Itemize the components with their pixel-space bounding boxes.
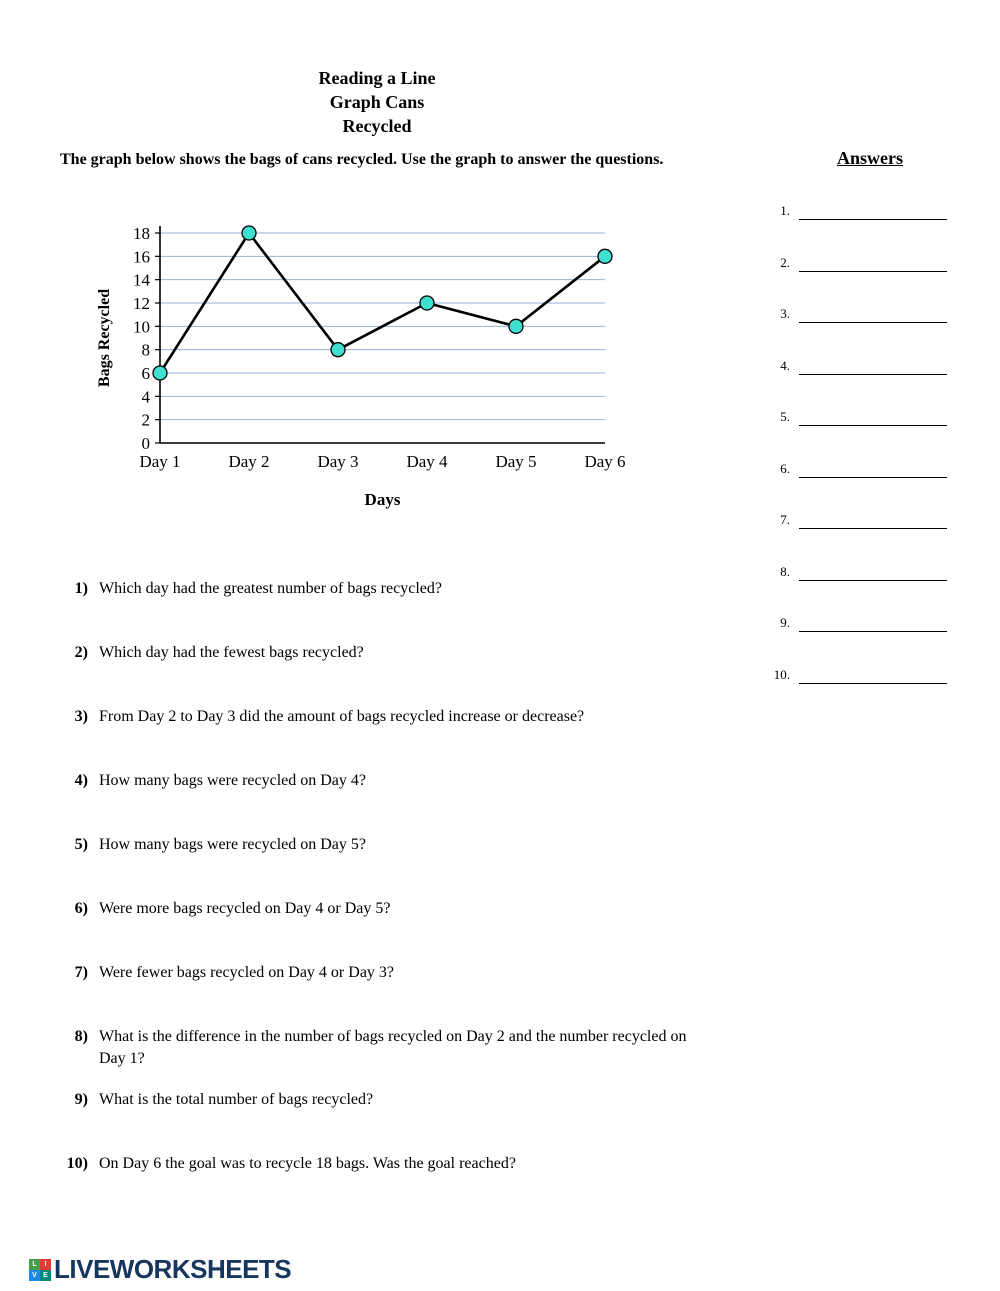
question-text: Were more bags recycled on Day 4 or Day 5? — [99, 900, 391, 917]
answer-blank[interactable] — [799, 304, 947, 323]
answer-number: 2. — [780, 254, 790, 270]
svg-text:2: 2 — [141, 410, 150, 430]
question-number: 3) — [74, 708, 88, 725]
question-number: 2) — [74, 644, 88, 661]
answer-slot — [766, 562, 947, 581]
question-row — [58, 578, 699, 600]
question-number: 5) — [74, 836, 88, 853]
question-number: 1) — [74, 580, 88, 597]
svg-text:Bags Recycled: Bags Recycled — [96, 288, 113, 388]
footer — [29, 1254, 291, 1285]
answer-slot — [766, 407, 947, 426]
svg-text:16: 16 — [133, 247, 150, 267]
question-number: 10) — [66, 1155, 88, 1172]
answer-number: 8. — [780, 563, 790, 579]
question-row — [58, 642, 699, 664]
question-number: 7) — [74, 964, 88, 981]
question-number: 9) — [74, 1091, 88, 1108]
answer-slot — [766, 304, 947, 323]
svg-text:Day 4: Day 4 — [406, 452, 448, 471]
answers-heading: Answers — [837, 148, 903, 168]
answer-number: 3. — [780, 306, 790, 321]
svg-text:4: 4 — [141, 387, 150, 407]
title-line-2: Graph Cans — [329, 92, 425, 112]
question-text: Which day had the fewest bags recycled? — [99, 644, 364, 661]
svg-text:10: 10 — [133, 317, 150, 337]
question-row — [58, 1153, 699, 1175]
question-row — [58, 1089, 699, 1111]
answer-blank[interactable] — [799, 201, 947, 220]
svg-text:6: 6 — [141, 364, 150, 383]
answer-blank[interactable] — [799, 613, 947, 632]
answer-slot — [766, 253, 947, 272]
brand-name: LIVEWORKSHEETS — [54, 1254, 292, 1284]
svg-text:Day 1: Day 1 — [139, 452, 181, 471]
question-text: On Day 6 the goal was to recycle 18 bags. Was the goal reached? — [99, 1155, 516, 1172]
logo-cell: V — [29, 1270, 40, 1281]
line-chart-svg — [95, 215, 635, 515]
answer-slot — [766, 613, 947, 632]
svg-text:14: 14 — [133, 270, 150, 290]
question-number: 6) — [74, 900, 88, 917]
logo-cell: E — [40, 1270, 51, 1281]
question-number: 4) — [74, 772, 88, 789]
answer-slot — [766, 356, 947, 375]
worksheet-title — [97, 66, 657, 138]
svg-text:Day 6: Day 6 — [584, 452, 626, 471]
answer-number: 6. — [780, 460, 790, 476]
question-text: How many bags were recycled on Day 4? — [99, 772, 367, 789]
title-line-3: Recycled — [342, 116, 412, 136]
svg-text:12: 12 — [133, 294, 150, 313]
answer-blank[interactable] — [799, 459, 947, 478]
question-row — [58, 1026, 699, 1070]
line-chart — [95, 215, 635, 515]
answer-slot — [766, 510, 947, 529]
answer-number: 4. — [780, 357, 790, 373]
answer-number: 5. — [780, 409, 790, 424]
question-text: Were fewer bags recycled on Day 4 or Day 3? — [99, 964, 395, 981]
answer-number: 10. — [773, 666, 790, 682]
logo-cell: L — [29, 1259, 40, 1270]
answer-number: 7. — [780, 512, 790, 527]
answer-number: 9. — [780, 615, 790, 630]
logo-cell: I — [40, 1259, 51, 1270]
instructions-text: The graph below shows the bags of cans recycled. Use the graph to answer the questions. — [60, 151, 664, 168]
question-number: 8) — [74, 1028, 88, 1045]
answer-number: 1. — [780, 203, 790, 218]
svg-text:18: 18 — [133, 224, 150, 243]
svg-text:Day 5: Day 5 — [495, 452, 537, 471]
answer-slot — [766, 459, 947, 478]
answers-column — [766, 201, 947, 684]
svg-text:Day 2: Day 2 — [228, 452, 270, 471]
answer-blank[interactable] — [799, 356, 947, 375]
question-row — [58, 706, 699, 728]
svg-text:8: 8 — [141, 340, 150, 360]
title-line-1: Reading a Line — [318, 68, 436, 88]
question-text: Which day had the greatest number of bags recycled? — [99, 580, 442, 597]
question-text: What is the total number of bags recycled? — [99, 1091, 374, 1108]
question-text: From Day 2 to Day 3 did the amount of bags recycled increase or decrease? — [99, 708, 585, 725]
answer-slot — [766, 665, 947, 684]
question-text: How many bags were recycled on Day 5? — [99, 836, 367, 853]
svg-text:Day 3: Day 3 — [317, 452, 359, 471]
question-row — [58, 770, 699, 792]
answer-blank[interactable] — [799, 562, 947, 581]
answer-slot — [766, 201, 947, 220]
liveworksheets-logo-icon — [29, 1259, 51, 1281]
answer-blank[interactable] — [799, 253, 947, 272]
svg-text:0: 0 — [141, 434, 150, 453]
answer-blank[interactable] — [799, 407, 947, 426]
question-row — [58, 962, 699, 984]
question-text: What is the difference in the number of bags recycled on Day 2 and the number recycled on Day 1? — [99, 1028, 687, 1067]
question-row — [58, 834, 699, 856]
answer-blank[interactable] — [799, 510, 947, 529]
svg-text:Days: Days — [364, 490, 401, 509]
answer-blank[interactable] — [799, 665, 947, 684]
question-row — [58, 898, 699, 920]
